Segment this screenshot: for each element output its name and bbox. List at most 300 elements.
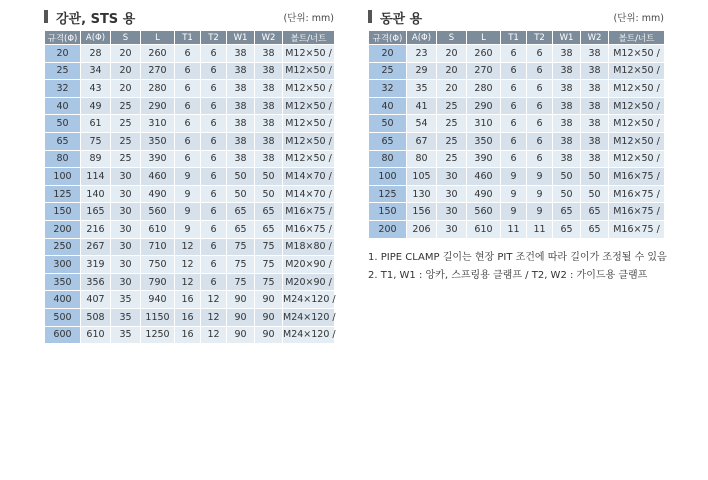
table-cell: 6	[201, 273, 227, 291]
table-cell: 130	[407, 185, 437, 203]
table-cell: M12×50 /	[609, 132, 665, 150]
table-cell: 460	[467, 168, 501, 186]
table-cell: 38	[581, 132, 609, 150]
table-row	[45, 45, 335, 63]
table-cell: 65	[255, 203, 283, 221]
table-cell: 65	[553, 203, 581, 221]
table-cell: 6	[201, 150, 227, 168]
table-cell: 38	[581, 45, 609, 63]
section-title: 강관, STS 용	[56, 12, 136, 27]
column-header: A(Φ)	[81, 31, 111, 45]
table-cell: 65	[581, 203, 609, 221]
table-cell: 49	[81, 97, 111, 115]
table-cell: 30	[111, 238, 141, 256]
size-cell: 20	[45, 45, 81, 63]
size-cell: 300	[45, 256, 81, 274]
table-cell: 38	[255, 62, 283, 80]
table-cell: 54	[407, 115, 437, 133]
table-cell: 61	[81, 115, 111, 133]
table-row	[369, 115, 665, 133]
table-cell: M14×70 /	[283, 168, 335, 186]
table-cell: 25	[111, 132, 141, 150]
table-cell: 310	[141, 115, 175, 133]
table-cell: 216	[81, 220, 111, 238]
table-cell: 390	[141, 150, 175, 168]
table-row	[369, 220, 665, 238]
table-cell: 270	[467, 62, 501, 80]
size-cell: 50	[45, 115, 81, 133]
table-cell: 38	[255, 45, 283, 63]
size-cell: 500	[45, 308, 81, 326]
table-row	[369, 132, 665, 150]
table-cell: 6	[527, 80, 553, 98]
table-cell: 6	[527, 132, 553, 150]
table-cell: 30	[437, 220, 467, 238]
size-cell: 65	[369, 132, 407, 150]
table-row	[369, 185, 665, 203]
table-cell: M12×50 /	[283, 150, 335, 168]
table-cell: M12×50 /	[283, 132, 335, 150]
size-cell: 40	[45, 97, 81, 115]
table-row	[45, 97, 335, 115]
title-bar-marker	[368, 10, 372, 23]
table-cell: 41	[407, 97, 437, 115]
table-cell: 11	[527, 220, 553, 238]
table-row	[369, 203, 665, 221]
table-cell: 6	[501, 115, 527, 133]
size-cell: 150	[45, 203, 81, 221]
table-cell: 35	[111, 291, 141, 309]
table-cell: 460	[141, 168, 175, 186]
table-cell: 6	[201, 45, 227, 63]
table-cell: 6	[527, 62, 553, 80]
table-cell: 75	[255, 256, 283, 274]
table-cell: 20	[111, 45, 141, 63]
table-cell: 6	[201, 168, 227, 186]
section-header	[44, 8, 334, 26]
table-cell: M16×75 /	[609, 203, 665, 221]
table-cell: 9	[527, 168, 553, 186]
table-cell: 407	[81, 291, 111, 309]
table-cell: 25	[437, 132, 467, 150]
copper-section	[368, 8, 667, 285]
table-cell: 9	[501, 203, 527, 221]
size-cell: 125	[45, 185, 81, 203]
section-title: 동관 용	[380, 12, 423, 27]
table-row	[45, 80, 335, 98]
table-cell: M14×70 /	[283, 185, 335, 203]
size-cell: 400	[45, 291, 81, 309]
table-cell: 35	[407, 80, 437, 98]
table-cell: 75	[81, 132, 111, 150]
table-cell: 6	[175, 80, 201, 98]
table-cell: 38	[553, 97, 581, 115]
table-cell: 350	[141, 132, 175, 150]
column-header: W1	[227, 31, 255, 45]
table-cell: 310	[467, 115, 501, 133]
table-cell: 25	[111, 115, 141, 133]
size-cell: 200	[45, 220, 81, 238]
column-header: 볼트/너트	[609, 31, 665, 45]
table-cell: 9	[175, 203, 201, 221]
table-cell: 50	[255, 168, 283, 186]
table-header-row	[45, 31, 335, 45]
table-cell: 38	[227, 62, 255, 80]
table-cell: M12×50 /	[609, 97, 665, 115]
table-cell: 6	[201, 132, 227, 150]
table-cell: 38	[553, 132, 581, 150]
table-cell: 610	[81, 326, 111, 344]
table-cell: 38	[227, 115, 255, 133]
table-cell: 20	[111, 80, 141, 98]
table-cell: 290	[141, 97, 175, 115]
table-cell: 6	[501, 150, 527, 168]
table-cell: 38	[581, 62, 609, 80]
size-cell: 32	[45, 80, 81, 98]
table-cell: 6	[201, 203, 227, 221]
table-cell: M12×50 /	[283, 97, 335, 115]
table-cell: 23	[407, 45, 437, 63]
table-cell: 29	[407, 62, 437, 80]
table-cell: 6	[201, 115, 227, 133]
table-cell: M12×50 /	[609, 62, 665, 80]
table-cell: M12×50 /	[609, 80, 665, 98]
table-cell: 12	[201, 291, 227, 309]
table-row	[45, 308, 335, 326]
table-cell: M16×75 /	[609, 168, 665, 186]
size-cell: 80	[369, 150, 407, 168]
table-cell: 25	[437, 115, 467, 133]
table-cell: 50	[255, 185, 283, 203]
table-cell: 50	[581, 185, 609, 203]
table-cell: 38	[553, 115, 581, 133]
table-cell: 6	[201, 80, 227, 98]
column-header: W1	[553, 31, 581, 45]
table-cell: 20	[437, 62, 467, 80]
table-cell: M24×120 /	[283, 308, 335, 326]
table-cell: 30	[437, 185, 467, 203]
table-cell: 65	[581, 220, 609, 238]
table-row	[369, 97, 665, 115]
column-header: L	[467, 31, 501, 45]
table-cell: 6	[527, 150, 553, 168]
table-cell: 38	[255, 97, 283, 115]
table-row	[45, 291, 335, 309]
table-cell: 1250	[141, 326, 175, 344]
table-cell: 560	[467, 203, 501, 221]
table-row	[45, 326, 335, 344]
size-cell: 65	[45, 132, 81, 150]
size-cell: 20	[369, 45, 407, 63]
table-cell: 280	[141, 80, 175, 98]
table-cell: M12×50 /	[283, 80, 335, 98]
table-cell: 30	[111, 185, 141, 203]
table-cell: M12×50 /	[609, 150, 665, 168]
table-cell: M18×80 /	[283, 238, 335, 256]
table-cell: 30	[437, 203, 467, 221]
table-cell: 156	[407, 203, 437, 221]
table-cell: 390	[467, 150, 501, 168]
table-row	[45, 168, 335, 186]
copper-table	[368, 30, 665, 239]
size-cell: 250	[45, 238, 81, 256]
table-cell: 38	[553, 80, 581, 98]
size-cell: 25	[45, 62, 81, 80]
table-cell: 90	[227, 326, 255, 344]
table-cell: M24×120 /	[283, 326, 335, 344]
table-cell: 940	[141, 291, 175, 309]
table-cell: 16	[175, 326, 201, 344]
table-cell: 75	[227, 238, 255, 256]
table-cell: 35	[111, 308, 141, 326]
size-cell: 80	[45, 150, 81, 168]
steel-sts-table	[44, 30, 335, 344]
table-cell: 89	[81, 150, 111, 168]
table-cell: 9	[175, 220, 201, 238]
table-cell: M16×75 /	[283, 220, 335, 238]
table-cell: 9	[501, 168, 527, 186]
table-cell: 206	[407, 220, 437, 238]
table-cell: 260	[141, 45, 175, 63]
table-cell: 38	[227, 45, 255, 63]
table-cell: 6	[175, 45, 201, 63]
table-cell: 38	[581, 97, 609, 115]
table-cell: 9	[175, 168, 201, 186]
table-row	[369, 168, 665, 186]
table-row	[45, 62, 335, 80]
column-header: T2	[201, 31, 227, 45]
table-cell: 50	[581, 168, 609, 186]
column-header: S	[111, 31, 141, 45]
size-cell: 100	[45, 168, 81, 186]
column-header: W2	[581, 31, 609, 45]
table-cell: 65	[553, 220, 581, 238]
table-cell: 30	[111, 168, 141, 186]
table-cell: 11	[501, 220, 527, 238]
table-cell: 1150	[141, 308, 175, 326]
table-cell: 65	[227, 203, 255, 221]
table-cell: 490	[467, 185, 501, 203]
table-cell: 12	[201, 326, 227, 344]
table-row	[45, 273, 335, 291]
column-header: 규격(Φ)	[369, 31, 407, 45]
table-row	[45, 115, 335, 133]
table-cell: 105	[407, 168, 437, 186]
table-cell: 319	[81, 256, 111, 274]
table-cell: 50	[553, 185, 581, 203]
table-cell: 6	[201, 97, 227, 115]
table-row	[369, 80, 665, 98]
note-line: 2. T1, W1 : 앙카, 스프링용 클램프 / T2, W2 : 가이드용 클램프	[368, 269, 648, 281]
table-cell: 38	[255, 132, 283, 150]
table-cell: 750	[141, 256, 175, 274]
table-cell: M16×75 /	[609, 220, 665, 238]
table-cell: 6	[201, 185, 227, 203]
table-cell: 6	[527, 115, 553, 133]
table-cell: 114	[81, 168, 111, 186]
size-cell: 32	[369, 80, 407, 98]
table-cell: 290	[467, 97, 501, 115]
table-cell: 260	[467, 45, 501, 63]
table-cell: 75	[255, 273, 283, 291]
table-cell: 490	[141, 185, 175, 203]
table-cell: 6	[527, 45, 553, 63]
table-cell: 38	[227, 97, 255, 115]
size-cell: 150	[369, 203, 407, 221]
table-row	[45, 203, 335, 221]
table-cell: 6	[201, 256, 227, 274]
table-cell: 75	[227, 273, 255, 291]
title-bar-marker	[44, 10, 48, 23]
table-cell: 710	[141, 238, 175, 256]
table-cell: M12×50 /	[283, 62, 335, 80]
column-header: W2	[255, 31, 283, 45]
size-cell: 350	[45, 273, 81, 291]
table-cell: M20×90 /	[283, 273, 335, 291]
table-row	[45, 220, 335, 238]
table-cell: 38	[581, 80, 609, 98]
table-cell: 50	[553, 168, 581, 186]
table-cell: M12×50 /	[609, 115, 665, 133]
table-cell: 75	[227, 256, 255, 274]
table-cell: 30	[111, 220, 141, 238]
table-row	[369, 150, 665, 168]
unit-label: (단위: mm)	[283, 13, 334, 24]
table-cell: 6	[501, 62, 527, 80]
steel-sts-section	[44, 8, 334, 344]
table-cell: 12	[201, 308, 227, 326]
table-cell: 140	[81, 185, 111, 203]
table-cell: 38	[581, 115, 609, 133]
table-cell: 267	[81, 238, 111, 256]
table-cell: M12×50 /	[283, 115, 335, 133]
table-cell: 25	[437, 150, 467, 168]
table-cell: 38	[227, 150, 255, 168]
table-cell: 9	[527, 185, 553, 203]
table-cell: M16×75 /	[283, 203, 335, 221]
table-cell: 43	[81, 80, 111, 98]
table-cell: 12	[175, 273, 201, 291]
table-cell: 270	[141, 62, 175, 80]
column-header: T2	[527, 31, 553, 45]
table-cell: 30	[111, 256, 141, 274]
note-line: 1. PIPE CLAMP 길이는 현장 PIT 조건에 따라 길이가 조정될 수 있음	[368, 251, 667, 263]
table-row	[45, 238, 335, 256]
notes	[368, 249, 667, 285]
table-cell: 90	[255, 326, 283, 344]
table-cell: 20	[437, 45, 467, 63]
table-cell: 35	[111, 326, 141, 344]
column-header: T1	[501, 31, 527, 45]
table-cell: 560	[141, 203, 175, 221]
size-cell: 125	[369, 185, 407, 203]
column-header: A(Φ)	[407, 31, 437, 45]
table-cell: 610	[467, 220, 501, 238]
table-cell: 38	[553, 62, 581, 80]
table-cell: 65	[255, 220, 283, 238]
table-cell: 6	[201, 238, 227, 256]
table-cell: 6	[201, 62, 227, 80]
table-cell: 34	[81, 62, 111, 80]
table-cell: 20	[111, 62, 141, 80]
table-cell: 6	[527, 97, 553, 115]
table-row	[369, 62, 665, 80]
size-cell: 40	[369, 97, 407, 115]
table-cell: 75	[255, 238, 283, 256]
table-cell: 508	[81, 308, 111, 326]
table-cell: 16	[175, 308, 201, 326]
table-cell: 280	[467, 80, 501, 98]
table-cell: 30	[437, 168, 467, 186]
table-cell: 50	[227, 168, 255, 186]
table-cell: 38	[255, 80, 283, 98]
table-cell: 6	[175, 115, 201, 133]
column-header: 볼트/너트	[283, 31, 335, 45]
table-cell: 12	[175, 256, 201, 274]
table-cell: 25	[111, 150, 141, 168]
table-cell: 9	[175, 185, 201, 203]
table-cell: M24×120 /	[283, 291, 335, 309]
table-cell: 25	[437, 97, 467, 115]
table-cell: 38	[227, 132, 255, 150]
table-cell: 9	[501, 185, 527, 203]
table-cell: 38	[255, 115, 283, 133]
table-cell: 80	[407, 150, 437, 168]
table-row	[45, 256, 335, 274]
table-cell: 6	[501, 132, 527, 150]
table-cell: 610	[141, 220, 175, 238]
table-cell: 165	[81, 203, 111, 221]
unit-label: (단위: mm)	[613, 13, 664, 24]
table-cell: 350	[467, 132, 501, 150]
table-row	[45, 132, 335, 150]
table-cell: 90	[255, 308, 283, 326]
table-cell: 30	[111, 203, 141, 221]
section-header	[368, 8, 664, 26]
size-cell: 25	[369, 62, 407, 80]
table-row	[45, 150, 335, 168]
table-cell: 6	[501, 97, 527, 115]
table-cell: 38	[553, 150, 581, 168]
table-cell: 6	[175, 132, 201, 150]
table-cell: 67	[407, 132, 437, 150]
size-cell: 50	[369, 115, 407, 133]
size-cell: 200	[369, 220, 407, 238]
table-cell: 38	[227, 80, 255, 98]
table-cell: M12×50 /	[609, 45, 665, 63]
table-cell: 38	[553, 45, 581, 63]
table-cell: 6	[501, 45, 527, 63]
table-cell: 6	[175, 97, 201, 115]
size-cell: 600	[45, 326, 81, 344]
table-cell: 38	[255, 150, 283, 168]
table-cell: 90	[227, 291, 255, 309]
table-cell: 356	[81, 273, 111, 291]
table-cell: 9	[527, 203, 553, 221]
table-cell: 30	[111, 273, 141, 291]
table-cell: 50	[227, 185, 255, 203]
column-header: L	[141, 31, 175, 45]
table-cell: 790	[141, 273, 175, 291]
table-row	[45, 185, 335, 203]
table-cell: 20	[437, 80, 467, 98]
table-cell: M12×50 /	[283, 45, 335, 63]
table-header-row	[369, 31, 665, 45]
table-cell: 6	[501, 80, 527, 98]
table-row	[369, 45, 665, 63]
table-cell: 6	[175, 150, 201, 168]
column-header: T1	[175, 31, 201, 45]
